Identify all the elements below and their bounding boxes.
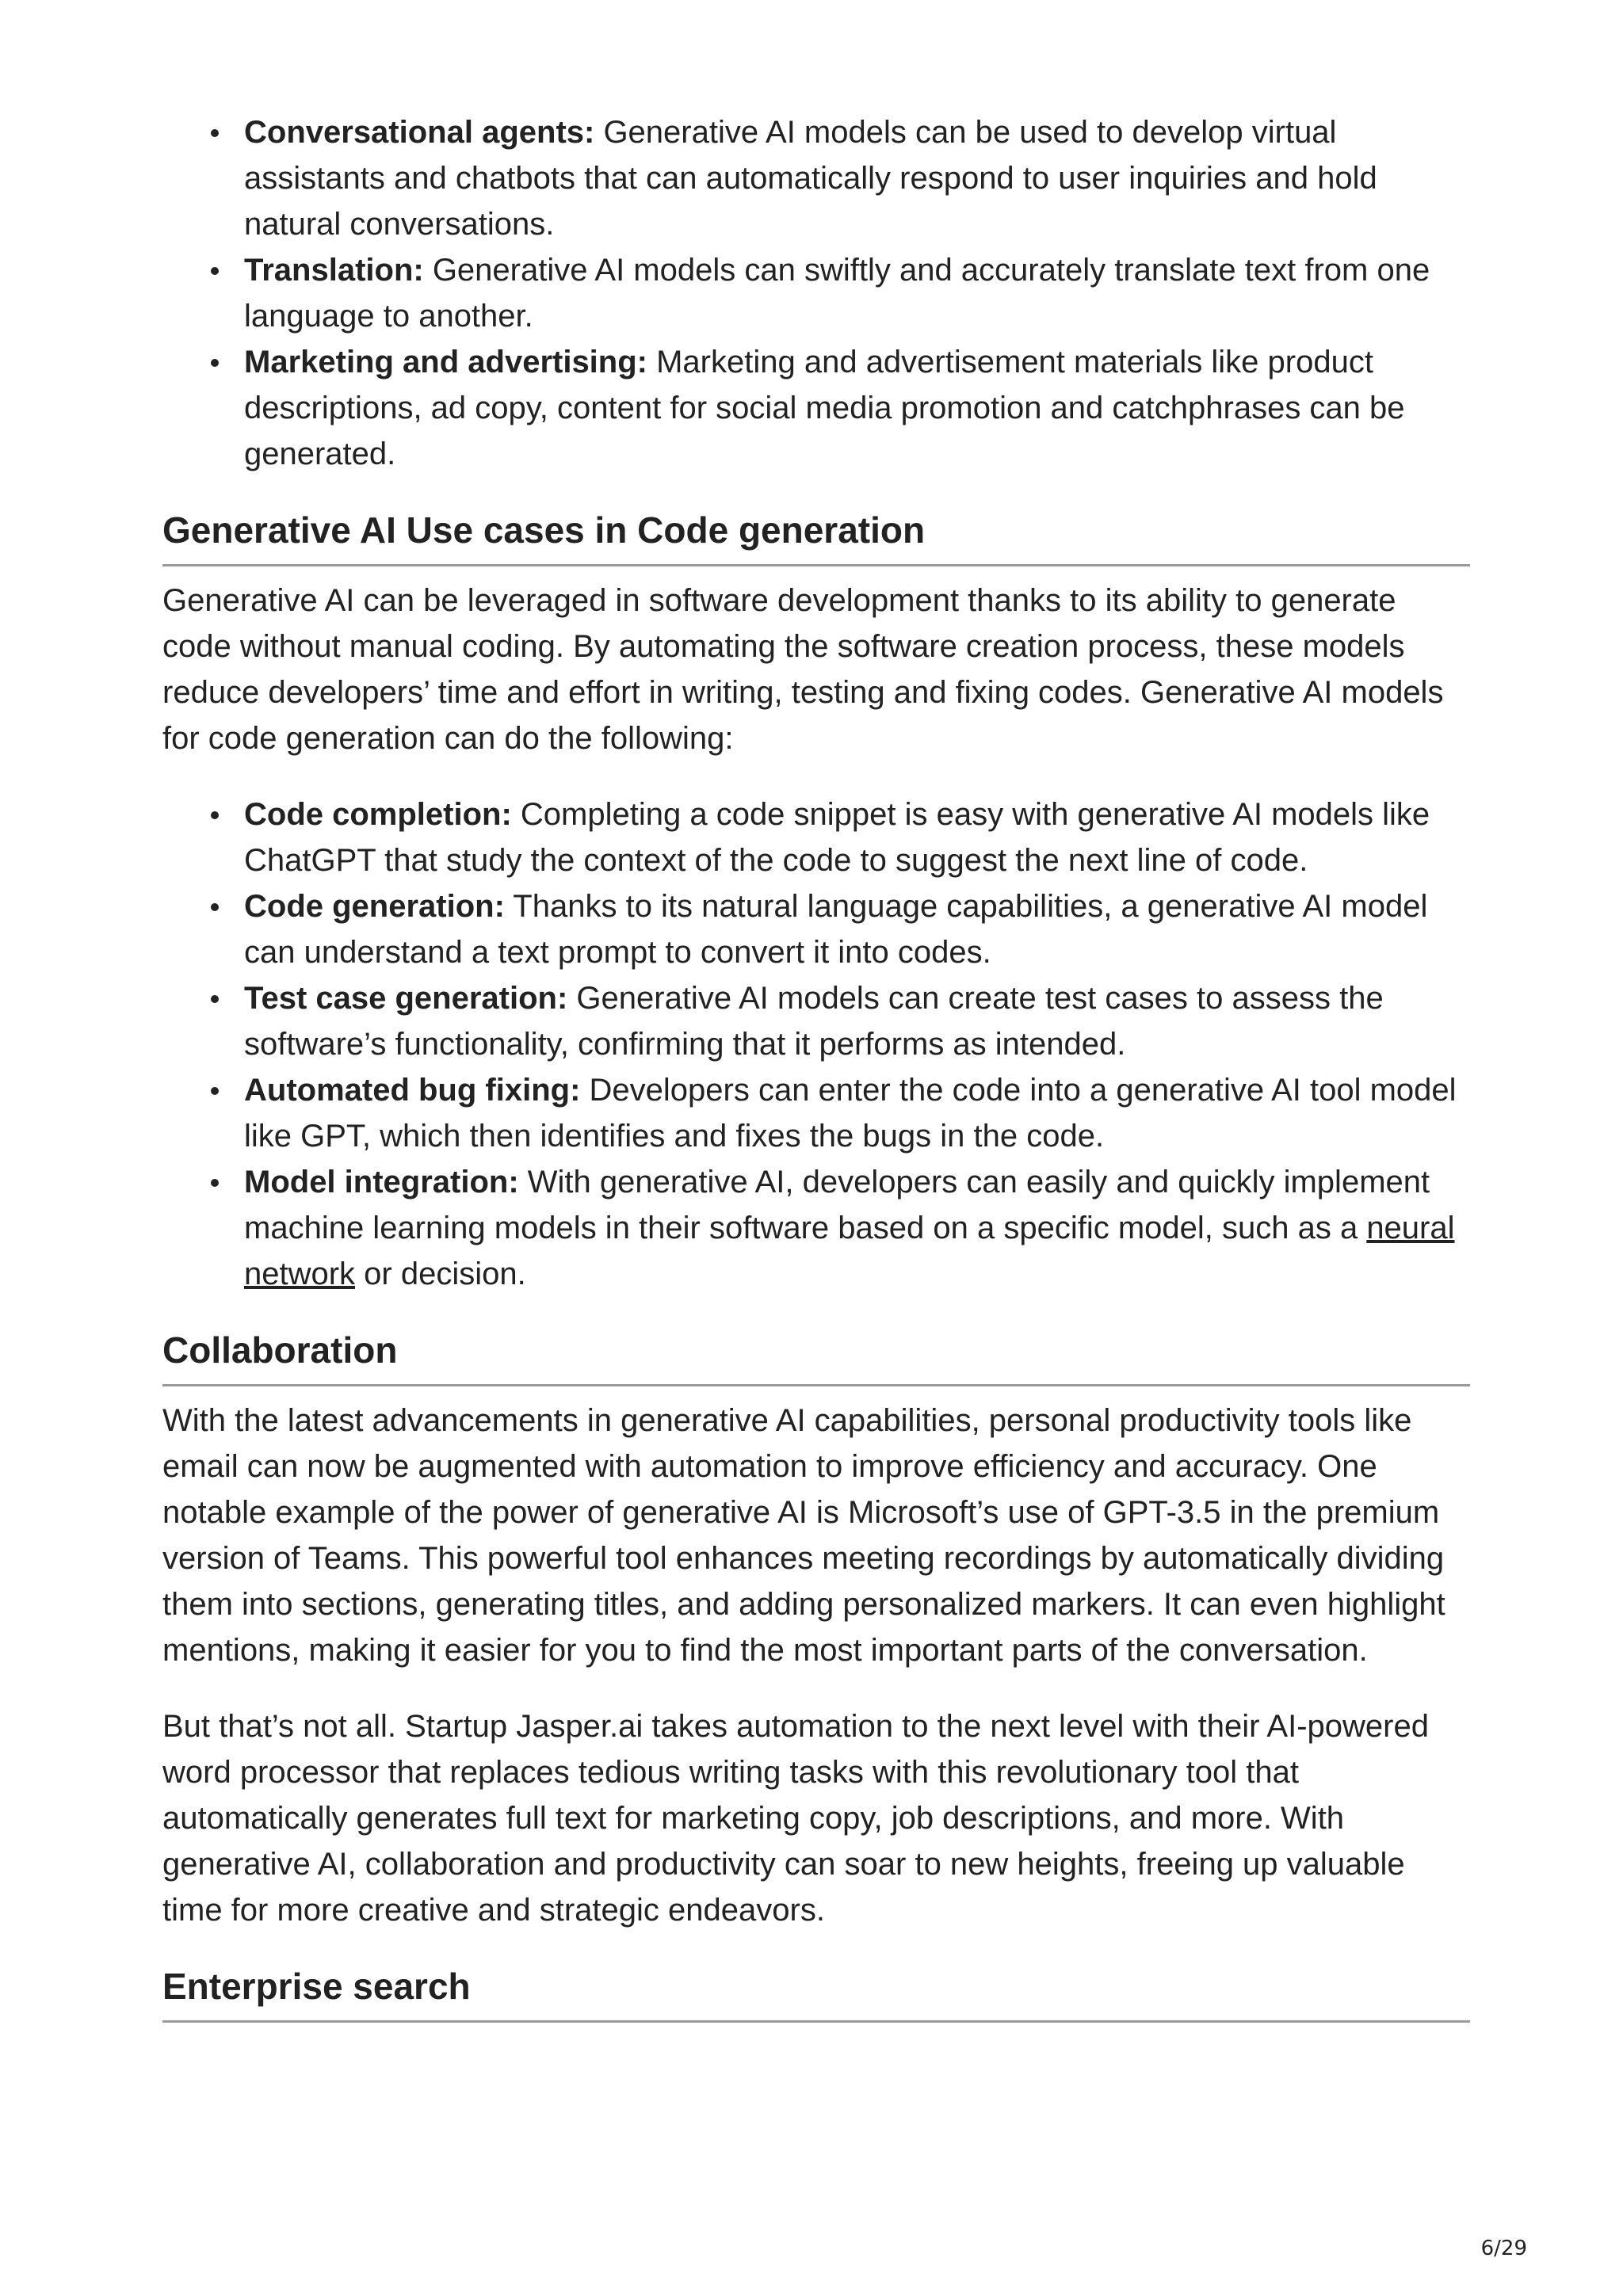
list-item <box>244 109 1470 247</box>
collaboration-paragraph-2: But that’s not all. Startup Jasper.ai takes automation to the next level with their AI-powered word processor that replaces tedious writing tasks with this revolutionary tool that automatically generates full text for marketing copy, job descriptions, and more. With generative AI, collaboration and productivity can soar to new heights, freeing up valuable time for more creative and strategic endeavors. <box>162 1709 1429 1928</box>
list-item-text: Marketing and advertisement materials like product descriptions, ad copy, content for social media promotion and catchphrases can be generated. <box>244 345 1405 471</box>
list-item-text: Generative AI models can swiftly and accurately translate text from one language to another. <box>244 253 1430 334</box>
list-item <box>244 883 1470 975</box>
list-item-text-end: or decision. <box>355 1257 526 1291</box>
list-item-term: Code completion: <box>244 797 512 832</box>
list-item <box>244 339 1470 477</box>
code-generation-list <box>162 791 1470 1297</box>
section-heading-code-generation: Generative AI Use cases in Code generation <box>162 507 1470 566</box>
list-item-term: Code generation: <box>244 889 505 924</box>
page-number: 6/29 <box>1480 2237 1527 2260</box>
list-item-term: Translation: <box>244 253 424 288</box>
list-item-text: Thanks to its natural language capabilities, a generative AI model can understand a text prompt to convert it into codes. <box>244 889 1428 970</box>
article-body <box>162 109 1470 2023</box>
list-item <box>244 247 1470 339</box>
use-case-list <box>162 109 1470 477</box>
list-item <box>244 975 1470 1067</box>
list-item <box>244 1159 1470 1297</box>
list-item-text: Developers can enter the code into a generative AI tool model like GPT, which then identifies and fixes the bugs in the code. <box>244 1073 1457 1154</box>
section-heading-collaboration: Collaboration <box>162 1327 1470 1386</box>
list-item-term: Model integration: <box>244 1165 519 1199</box>
list-item <box>244 1067 1470 1159</box>
list-item-text: Generative AI models can be used to develop virtual assistants and chatbots that can automatically respond to user inquiries and hold natural conversations. <box>244 115 1377 242</box>
list-item-term: Test case generation: <box>244 981 568 1016</box>
list-item-term: Conversational agents: <box>244 115 595 150</box>
list-item-term: Marketing and advertising: <box>244 345 647 379</box>
collaboration-paragraph-1: With the latest advancements in generative AI capabilities, personal productivity tools like email can now be augmented with automation to improve efficiency and accuracy. One notable example of the power of generative AI is Microsoft’s use of GPT-3.5 in the premium version of Teams. This powerful tool enhances meeting recordings by automatically dividing them into sections, generating titles, and adding personalized markers. It can even highlight mentions, making it easier for you to find the most important parts of the conversation. <box>162 1403 1445 1668</box>
code-generation-intro: Generative AI can be leveraged in software development thanks to its ability to generate code without manual coding. By automating the software creation process, these models reduce developers’ time and effort in writing, testing and fixing codes. Generative AI models for code generation can do the following: <box>162 583 1444 756</box>
list-item-text: With generative AI, developers can easily and quickly implement machine learning models in their software based on a specific model, such as a <box>244 1165 1430 1245</box>
section-heading-enterprise-search: Enterprise search <box>162 1963 1470 2023</box>
list-item <box>244 791 1470 883</box>
neural-network-link[interactable]: neural network <box>244 1211 1455 1291</box>
list-item-text: Generative AI models can create test cases to assess the software’s functionality, confirming that it performs as intended. <box>244 981 1384 1062</box>
list-item-text: Completing a code snippet is easy with generative AI models like ChatGPT that study the context of the code to suggest the next line of code. <box>244 797 1430 878</box>
list-item-term: Automated bug fixing: <box>244 1073 581 1108</box>
